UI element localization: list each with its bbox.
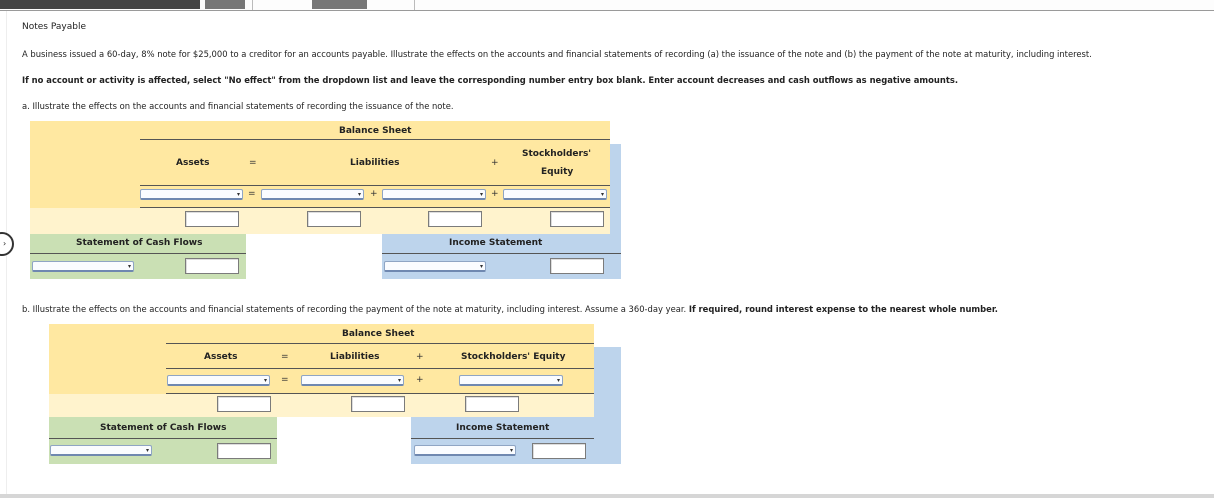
dropdown-arrow-icon: ▾ bbox=[479, 191, 483, 198]
part-b-title-rule bbox=[166, 343, 594, 344]
part-a-cash-flows-title: Statement of Cash Flows bbox=[76, 238, 203, 248]
part-b-prompt bbox=[22, 304, 998, 314]
part-b-income-statement-title: Income Statement bbox=[456, 423, 550, 433]
toolbar-menu-button[interactable] bbox=[312, 0, 367, 9]
part-b-assets-header: Assets bbox=[204, 352, 238, 362]
part-a-assets-amount-input[interactable] bbox=[185, 211, 239, 227]
part-a-assets-header: Assets bbox=[176, 158, 210, 168]
top-toolbar bbox=[0, 0, 1214, 11]
part-b-equals-header: = bbox=[281, 352, 289, 362]
part-a-plus-header: + bbox=[491, 158, 499, 168]
dropdown-arrow-icon: ▾ bbox=[127, 263, 131, 270]
part-a-prompt: a. Illustrate the effects on the accounts and financial statements of recording the issuance of the note. bbox=[22, 101, 454, 111]
part-a-equity-header-line1: Stockholders' bbox=[522, 149, 592, 159]
part-a-cash-flow-activity-select[interactable] bbox=[32, 261, 134, 272]
part-b-assets-amount-input[interactable] bbox=[217, 396, 271, 412]
part-b-liabilities-header: Liabilities bbox=[330, 352, 380, 362]
part-a-liabilities-account-select[interactable] bbox=[261, 189, 364, 200]
chevron-right-icon: › bbox=[3, 239, 7, 248]
part-b-cash-flow-amount-input[interactable] bbox=[217, 443, 271, 459]
dropdown-arrow-icon: ▾ bbox=[397, 377, 401, 384]
part-a-plus-row-1: + bbox=[370, 189, 378, 199]
page-title: Notes Payable bbox=[22, 22, 86, 32]
toolbar-segment bbox=[0, 0, 200, 9]
part-a-balance-sheet-title: Balance Sheet bbox=[339, 126, 412, 136]
dropdown-arrow-icon: ▾ bbox=[479, 263, 483, 270]
part-a-select-rule bbox=[140, 207, 610, 208]
part-a-assets-account-select[interactable] bbox=[140, 189, 243, 200]
part-b-cash-flows-rule bbox=[49, 438, 277, 439]
part-b-income-statement-select[interactable] bbox=[414, 445, 516, 456]
part-a-income-statement-amount-input[interactable] bbox=[550, 258, 604, 274]
toolbar-separator bbox=[414, 0, 415, 10]
part-b-plus-header: + bbox=[416, 352, 424, 362]
bottom-scroll-edge bbox=[0, 494, 1214, 498]
part-b-income-statement-amount-input[interactable] bbox=[532, 443, 586, 459]
part-b-equity-account-select[interactable] bbox=[459, 375, 563, 386]
part-b-header-rule bbox=[166, 368, 594, 369]
part-a-equals-header: = bbox=[249, 158, 257, 168]
part-b-cash-flows-title: Statement of Cash Flows bbox=[100, 423, 227, 433]
part-a-liabilities-amount-input[interactable] bbox=[307, 211, 361, 227]
part-a-liabilities-amount-input-2[interactable] bbox=[428, 211, 482, 227]
part-a-equity-header-line2: Equity bbox=[541, 167, 574, 177]
toolbar-back-button[interactable] bbox=[205, 0, 245, 9]
part-b-income-statement-rule bbox=[411, 438, 594, 439]
part-b-plus-row: + bbox=[416, 375, 424, 385]
part-b-equity-header: Stockholders' Equity bbox=[461, 352, 566, 362]
part-a-cash-flow-amount-input[interactable] bbox=[185, 258, 239, 274]
part-b-balance-sheet-title: Balance Sheet bbox=[342, 329, 415, 339]
dropdown-arrow-icon: ▾ bbox=[509, 447, 513, 454]
part-b-assets-account-select[interactable] bbox=[167, 375, 270, 386]
part-a-title-rule bbox=[140, 139, 610, 140]
dropdown-arrow-icon: ▾ bbox=[600, 191, 604, 198]
part-b-liabilities-amount-input[interactable] bbox=[351, 396, 405, 412]
dropdown-arrow-icon: ▾ bbox=[236, 191, 240, 198]
part-b-prompt-plain: b. Illustrate the effects on the accounts and financial statements of recording the payment of the note at maturity, including interest. Assume a 360-day year. bbox=[22, 304, 687, 314]
toolbar-separator bbox=[252, 0, 253, 10]
part-b-blue-right bbox=[594, 347, 621, 417]
part-a-cash-flows-rule bbox=[30, 253, 246, 254]
part-a-blue-right bbox=[610, 144, 621, 234]
part-b-equity-amount-input[interactable] bbox=[465, 396, 519, 412]
part-a-liabilities-account-select-2[interactable] bbox=[382, 189, 486, 200]
part-a-header-rule bbox=[140, 185, 610, 186]
dropdown-arrow-icon: ▾ bbox=[145, 447, 149, 454]
part-a-liabilities-header: Liabilities bbox=[350, 158, 400, 168]
dropdown-arrow-icon: ▾ bbox=[556, 377, 560, 384]
problem-text: A business issued a 60-day, 8% note for $25,000 to a creditor for an accounts payable. Illustrate the effects on the accounts and financial statements of recording (a) the issuance of the note and (b) the payment of the note at maturity, including interest. bbox=[22, 49, 1092, 59]
part-b-select-rule bbox=[166, 393, 594, 394]
part-a-income-statement-rule bbox=[382, 253, 621, 254]
part-a-equity-amount-input[interactable] bbox=[550, 211, 604, 227]
part-a-equity-account-select[interactable] bbox=[503, 189, 607, 200]
part-a-income-statement-title: Income Statement bbox=[449, 238, 543, 248]
part-b-prompt-bold: If required, round interest expense to the nearest whole number. bbox=[688, 304, 998, 314]
part-b-cash-flow-activity-select[interactable] bbox=[50, 445, 152, 456]
part-b-equals-row: = bbox=[281, 375, 289, 385]
part-a-income-statement-select[interactable] bbox=[384, 261, 486, 272]
instructions-text: If no account or activity is affected, select "No effect" from the dropdown list and leave the corresponding number entry box blank. Enter account decreases and cash outflows as negative amounts. bbox=[22, 75, 959, 85]
dropdown-arrow-icon: ▾ bbox=[357, 191, 361, 198]
part-a-plus-row-2: + bbox=[491, 189, 499, 199]
part-a-equals-row: = bbox=[248, 189, 256, 199]
part-b-liabilities-account-select[interactable] bbox=[301, 375, 404, 386]
dropdown-arrow-icon: ▾ bbox=[263, 377, 267, 384]
